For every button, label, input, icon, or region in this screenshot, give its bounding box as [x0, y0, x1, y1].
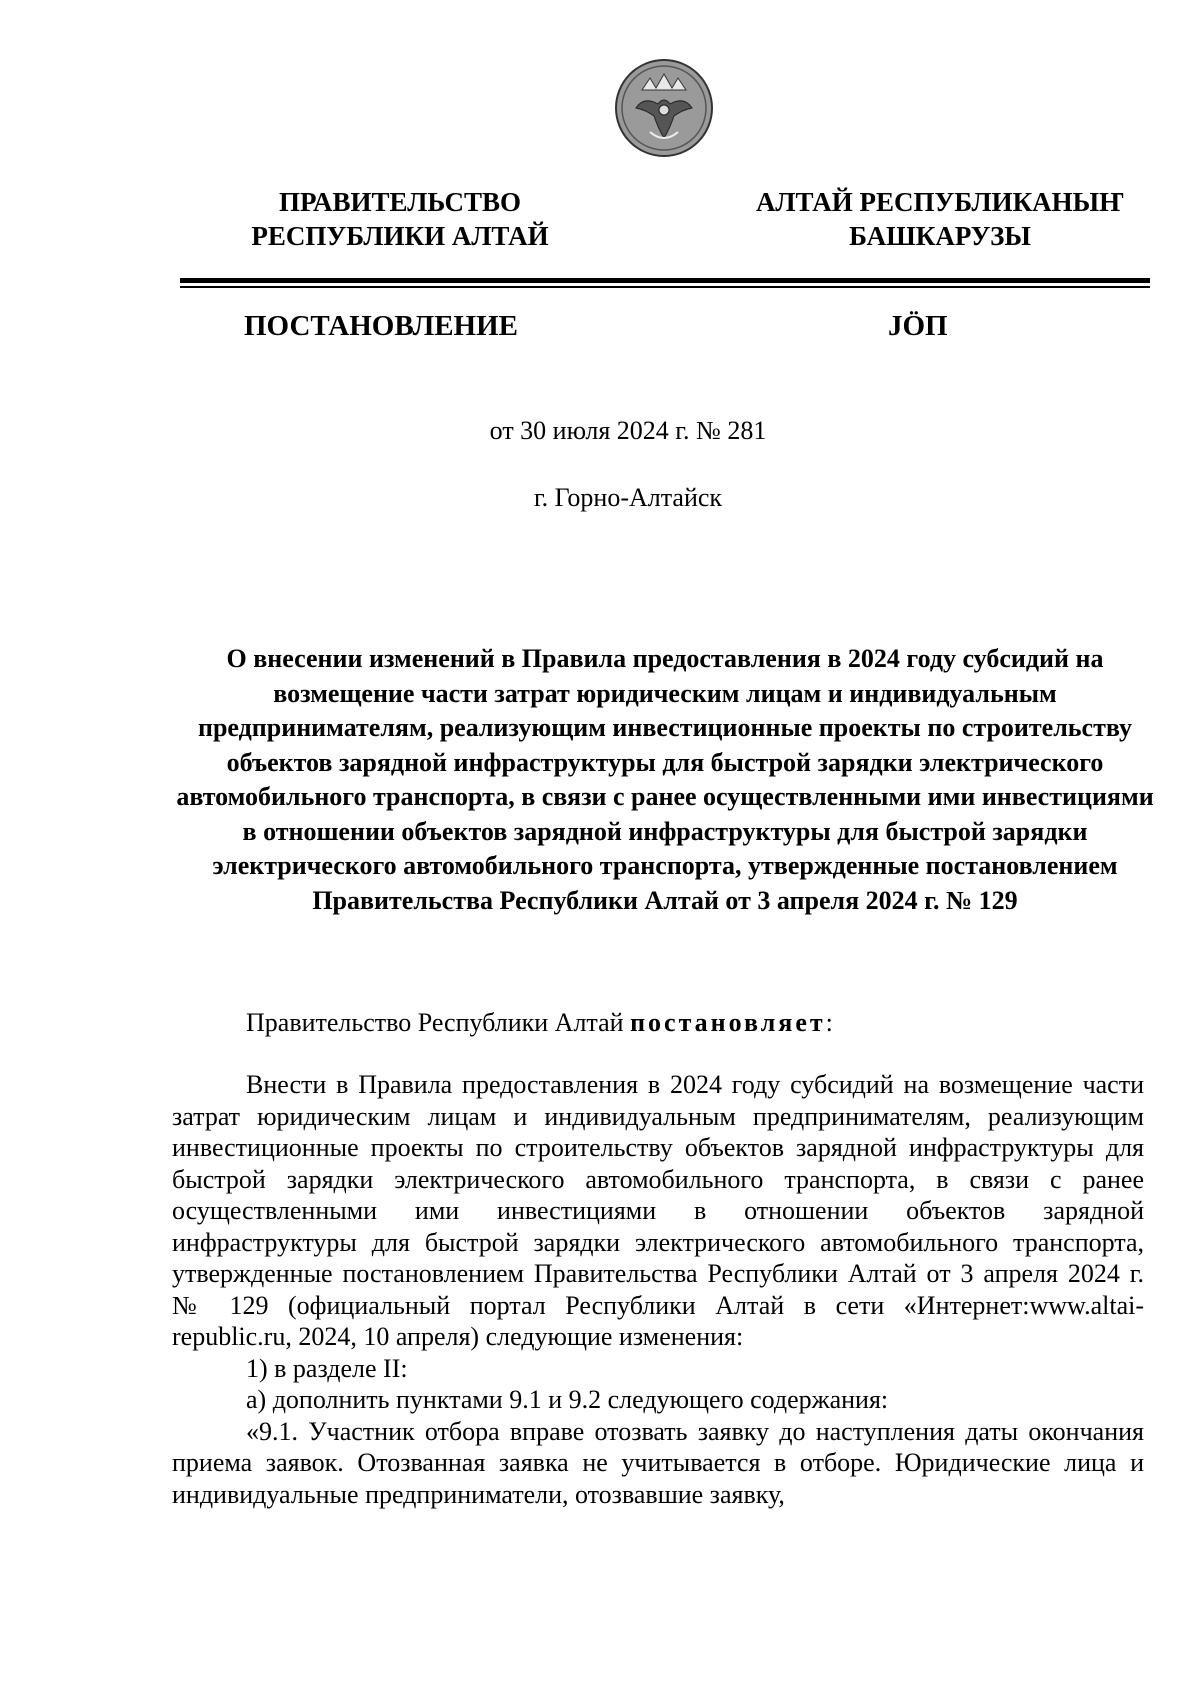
- document-date-number: от 30 июля 2024 г. № 281: [489, 416, 767, 445]
- decree-suffix: :: [825, 1008, 833, 1037]
- body-paragraph-3: а) дополнить пунктами 9.1 и 9.2 следующего содержания:: [246, 1385, 889, 1414]
- decree-statement: [246, 1008, 833, 1038]
- issuer-name-russian-line1: ПРАВИТЕЛЬСТВО: [278, 187, 522, 217]
- header-divider-thick: [180, 278, 1150, 283]
- issuer-name-altai-line2: БАШКАРУЗЫ: [849, 221, 1031, 251]
- body-paragraph-4: «9.1. Участник отбора вправе отозвать заявку до наступления даты окончания приема заявок. Отозванная заявка не учитывается в отборе. Юридические лица и индивидуальные предприниматели, отозвавшие заявку,: [172, 1416, 1144, 1509]
- header-divider-thin: [180, 286, 1150, 288]
- document-title: О внесении изменений в Правила предоставления в 2024 году субсидий на возмещение части затрат юридическим лицам и индивидуальным предпринимателям, реализующим инвестиционные проекты по строительству объектов зарядной инфраструктуры для быстрой зарядки электрического автомобильного транспорта, в связи с ранее осуществленными ими инвестициями в отношении объектов зарядной инфраструктуры для быстрой зарядки электрического автомобильного транспорта, утвержденные постановлением Правительства Республики Алтай от 3 апреля 2024 г. № 129: [176, 644, 1154, 915]
- decree-verb: постановляет: [630, 1008, 826, 1037]
- issuer-name-russian: [220, 185, 580, 253]
- decree-prefix: Правительство Республики Алтай: [246, 1008, 631, 1037]
- document-type-altai: JÖП: [888, 310, 948, 342]
- coat-of-arms-emblem-icon: [614, 58, 714, 158]
- document-city: г. Горно-Алтайск: [533, 483, 723, 512]
- body-paragraph-2: 1) в разделе II:: [246, 1353, 408, 1383]
- document-body: [172, 1069, 1144, 1510]
- issuer-name-altai: [720, 185, 1160, 253]
- issuer-name-altai-line1: АЛТАЙ РЕСПУБЛИКАНЫҤ: [755, 187, 1125, 217]
- body-paragraph-1: Внести в Правила предоставления в 2024 году субсидий на возмещение части затрат юридическим лицам и индивидуальным предпринимателям, реализующим инвестиционные проекты по строительству объектов зарядной инфраструктуры для быстрой зарядки электрического автомобильного транспорта, в связи с ранее осуществленными ими инвестициями в отношении объектов зарядной инфраструктуры для быстрой зарядки электрического автомобильного транспорта, утвержденные постановлением Правительства Республики Алтай от 3 апреля 2024 г. № 129 (официальный портал Республики Алтай в сети «Интернет:www.altai-republic.ru, 2024, 10 апреля) следующие изменения:: [172, 1070, 1144, 1351]
- issuer-name-russian-line2: РЕСПУБЛИКИ АЛТАЙ: [251, 221, 549, 251]
- document-type-russian: ПОСТАНОВЛЕНИЕ: [244, 310, 519, 342]
